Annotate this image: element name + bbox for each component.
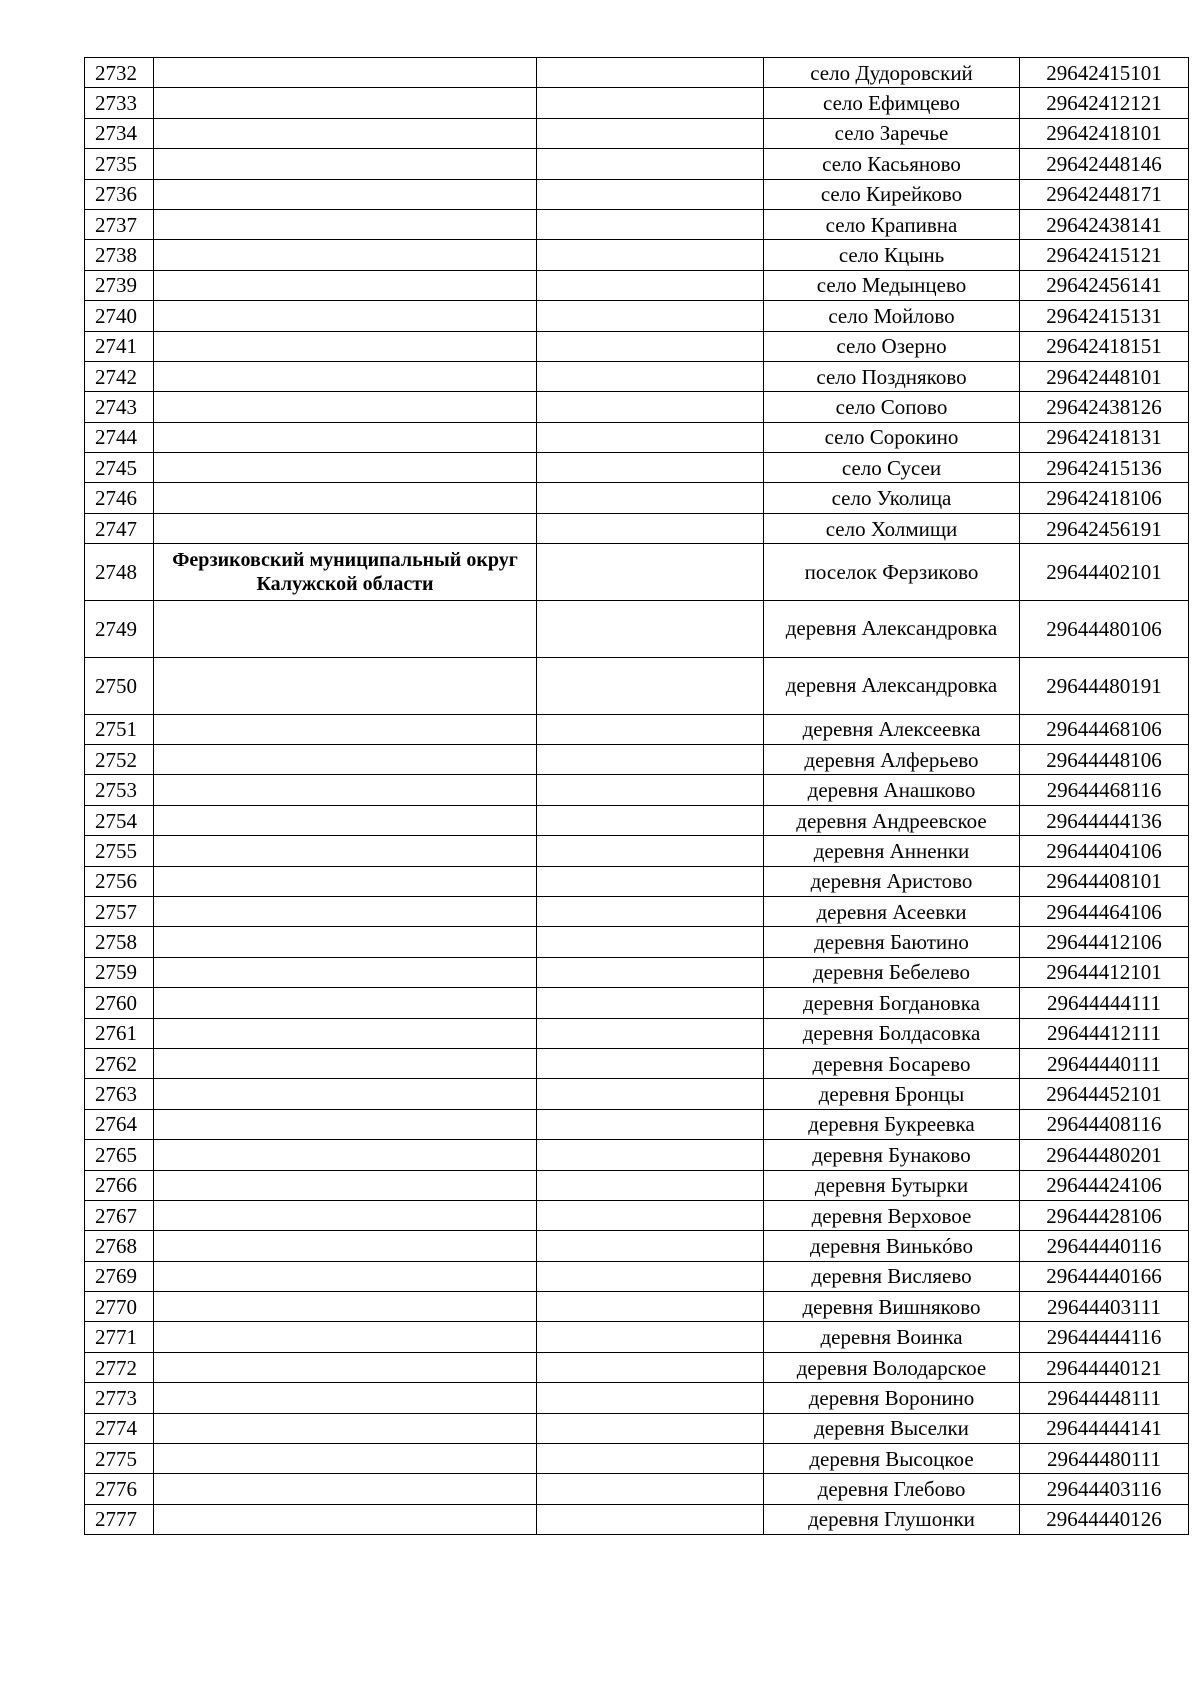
settlement-name-cell: деревня Алферьево xyxy=(764,745,1020,775)
settlement-name-cell: деревня Босарево xyxy=(764,1048,1020,1078)
settlement-name-cell: деревня Анашково xyxy=(764,775,1020,805)
table-row xyxy=(85,1170,1189,1200)
table-row xyxy=(85,179,1189,209)
settlement-name-cell: деревня Бебелево xyxy=(764,957,1020,987)
empty-cell xyxy=(537,392,764,422)
oktmo-code-cell: 29642438126 xyxy=(1020,392,1189,422)
municipality-cell xyxy=(154,453,537,483)
row-number-cell: 2745 xyxy=(85,453,154,483)
table-row xyxy=(85,601,1189,658)
municipality-cell xyxy=(154,179,537,209)
row-number-cell: 2761 xyxy=(85,1018,154,1048)
municipality-cell xyxy=(154,58,537,88)
municipality-cell xyxy=(154,1383,537,1413)
settlements-table-body xyxy=(85,58,1189,1535)
row-number-cell: 2754 xyxy=(85,805,154,835)
row-number-cell: 2749 xyxy=(85,601,154,658)
table-row xyxy=(85,1352,1189,1382)
oktmo-code-cell: 29644428106 xyxy=(1020,1200,1189,1230)
municipality-cell xyxy=(154,240,537,270)
empty-cell xyxy=(537,1352,764,1382)
settlement-name-cell: деревня Вишняково xyxy=(764,1292,1020,1322)
settlement-name-cell: деревня Верховое xyxy=(764,1200,1020,1230)
table-row xyxy=(85,149,1189,179)
oktmo-code-cell: 29644448106 xyxy=(1020,745,1189,775)
empty-cell xyxy=(537,1413,764,1443)
municipality-cell xyxy=(154,149,537,179)
table-row xyxy=(85,1383,1189,1413)
table-row xyxy=(85,513,1189,543)
oktmo-code-cell: 29642456191 xyxy=(1020,513,1189,543)
row-number-cell: 2738 xyxy=(85,240,154,270)
empty-cell xyxy=(537,331,764,361)
oktmo-code-cell: 29644440121 xyxy=(1020,1352,1189,1382)
municipality-cell xyxy=(154,1352,537,1382)
oktmo-code-cell: 29644480111 xyxy=(1020,1444,1189,1474)
settlement-name-cell: село Заречье xyxy=(764,118,1020,148)
oktmo-code-cell: 29644468106 xyxy=(1020,714,1189,744)
oktmo-code-cell: 29642456141 xyxy=(1020,270,1189,300)
empty-cell xyxy=(537,1200,764,1230)
table-row xyxy=(85,1322,1189,1352)
row-number-cell: 2739 xyxy=(85,270,154,300)
municipality-cell xyxy=(154,1231,537,1261)
municipality-cell xyxy=(154,866,537,896)
oktmo-code-cell: 29644440111 xyxy=(1020,1048,1189,1078)
municipality-cell xyxy=(154,1504,537,1534)
settlement-name-cell: деревня Винькóво xyxy=(764,1231,1020,1261)
municipality-cell xyxy=(154,805,537,835)
municipality-cell xyxy=(154,1322,537,1352)
table-row xyxy=(85,1504,1189,1534)
settlement-name-cell: деревня Анненки xyxy=(764,836,1020,866)
settlement-name-cell: деревня Воронино xyxy=(764,1383,1020,1413)
empty-cell xyxy=(537,1322,764,1352)
settlement-name-cell: село Медынцево xyxy=(764,270,1020,300)
oktmo-code-cell: 29642415131 xyxy=(1020,301,1189,331)
empty-cell xyxy=(537,1079,764,1109)
table-row xyxy=(85,745,1189,775)
municipality-cell xyxy=(154,1200,537,1230)
municipality-cell xyxy=(154,927,537,957)
table-row xyxy=(85,896,1189,926)
empty-cell xyxy=(537,927,764,957)
empty-cell xyxy=(537,301,764,331)
row-number-cell: 2751 xyxy=(85,714,154,744)
row-number-cell: 2736 xyxy=(85,179,154,209)
oktmo-code-cell: 29644412111 xyxy=(1020,1018,1189,1048)
table-row xyxy=(85,1140,1189,1170)
table-row xyxy=(85,1018,1189,1048)
municipality-cell: Ферзиковский муниципальный округ Калужской области xyxy=(154,544,537,601)
empty-cell xyxy=(537,1504,764,1534)
settlement-name-cell: деревня Висляево xyxy=(764,1261,1020,1291)
row-number-cell: 2747 xyxy=(85,513,154,543)
municipality-cell xyxy=(154,1079,537,1109)
row-number-cell: 2758 xyxy=(85,927,154,957)
settlement-name-cell: деревня Александровка xyxy=(764,657,1020,714)
oktmo-code-cell: 29644464106 xyxy=(1020,896,1189,926)
municipality-cell xyxy=(154,957,537,987)
oktmo-code-cell: 29644403111 xyxy=(1020,1292,1189,1322)
row-number-cell: 2748 xyxy=(85,544,154,601)
oktmo-code-cell: 29644480191 xyxy=(1020,657,1189,714)
table-row xyxy=(85,775,1189,805)
settlement-name-cell: деревня Асеевки xyxy=(764,896,1020,926)
municipality-cell xyxy=(154,483,537,513)
table-row xyxy=(85,714,1189,744)
oktmo-code-cell: 29644402101 xyxy=(1020,544,1189,601)
row-number-cell: 2756 xyxy=(85,866,154,896)
row-number-cell: 2752 xyxy=(85,745,154,775)
settlement-name-cell: поселок Ферзиково xyxy=(764,544,1020,601)
oktmo-code-cell: 29642418151 xyxy=(1020,331,1189,361)
row-number-cell: 2772 xyxy=(85,1352,154,1382)
row-number-cell: 2755 xyxy=(85,836,154,866)
oktmo-code-cell: 29644404106 xyxy=(1020,836,1189,866)
empty-cell xyxy=(537,240,764,270)
oktmo-code-cell: 29644480201 xyxy=(1020,1140,1189,1170)
municipality-cell xyxy=(154,392,537,422)
table-row xyxy=(85,866,1189,896)
empty-cell xyxy=(537,361,764,391)
table-row xyxy=(85,361,1189,391)
empty-cell xyxy=(537,1109,764,1139)
empty-cell xyxy=(537,745,764,775)
oktmo-code-cell: 29642448101 xyxy=(1020,361,1189,391)
table-row xyxy=(85,657,1189,714)
empty-cell xyxy=(537,957,764,987)
municipality-cell xyxy=(154,1140,537,1170)
table-row xyxy=(85,544,1189,601)
table-row xyxy=(85,1200,1189,1230)
oktmo-code-cell: 29644444111 xyxy=(1020,988,1189,1018)
empty-cell xyxy=(537,1140,764,1170)
municipality-cell xyxy=(154,1292,537,1322)
settlement-name-cell: село Уколица xyxy=(764,483,1020,513)
row-number-cell: 2735 xyxy=(85,149,154,179)
empty-cell xyxy=(537,544,764,601)
row-number-cell: 2776 xyxy=(85,1474,154,1504)
empty-cell xyxy=(537,805,764,835)
table-row xyxy=(85,392,1189,422)
oktmo-code-cell: 29644444136 xyxy=(1020,805,1189,835)
table-row xyxy=(85,1413,1189,1443)
row-number-cell: 2769 xyxy=(85,1261,154,1291)
table-row xyxy=(85,270,1189,300)
empty-cell xyxy=(537,483,764,513)
settlement-name-cell: деревня Аристово xyxy=(764,866,1020,896)
oktmo-code-cell: 29644408101 xyxy=(1020,866,1189,896)
municipality-cell xyxy=(154,745,537,775)
settlement-name-cell: село Сопово xyxy=(764,392,1020,422)
row-number-cell: 2768 xyxy=(85,1231,154,1261)
municipality-cell xyxy=(154,988,537,1018)
row-number-cell: 2757 xyxy=(85,896,154,926)
row-number-cell: 2765 xyxy=(85,1140,154,1170)
row-number-cell: 2753 xyxy=(85,775,154,805)
municipality-cell xyxy=(154,657,537,714)
settlement-name-cell: село Кцынь xyxy=(764,240,1020,270)
empty-cell xyxy=(537,149,764,179)
empty-cell xyxy=(537,896,764,926)
row-number-cell: 2741 xyxy=(85,331,154,361)
municipality-cell xyxy=(154,1018,537,1048)
row-number-cell: 2732 xyxy=(85,58,154,88)
settlement-name-cell: село Кирейково xyxy=(764,179,1020,209)
row-number-cell: 2767 xyxy=(85,1200,154,1230)
empty-cell xyxy=(537,836,764,866)
row-number-cell: 2775 xyxy=(85,1444,154,1474)
settlement-name-cell: деревня Бунаково xyxy=(764,1140,1020,1170)
row-number-cell: 2762 xyxy=(85,1048,154,1078)
oktmo-code-cell: 29644412106 xyxy=(1020,927,1189,957)
empty-cell xyxy=(537,1048,764,1078)
row-number-cell: 2740 xyxy=(85,301,154,331)
row-number-cell: 2746 xyxy=(85,483,154,513)
oktmo-code-cell: 29644468116 xyxy=(1020,775,1189,805)
oktmo-code-cell: 29644403116 xyxy=(1020,1474,1189,1504)
settlement-name-cell: деревня Алексеевка xyxy=(764,714,1020,744)
settlement-name-cell: деревня Высоцкое xyxy=(764,1444,1020,1474)
table-row xyxy=(85,1079,1189,1109)
municipality-cell xyxy=(154,1170,537,1200)
oktmo-code-cell: 29644424106 xyxy=(1020,1170,1189,1200)
municipality-cell xyxy=(154,422,537,452)
table-row xyxy=(85,1261,1189,1291)
row-number-cell: 2743 xyxy=(85,392,154,422)
table-row xyxy=(85,1444,1189,1474)
municipality-cell xyxy=(154,714,537,744)
municipality-cell xyxy=(154,1109,537,1139)
row-number-cell: 2742 xyxy=(85,361,154,391)
oktmo-code-cell: 29642415101 xyxy=(1020,58,1189,88)
empty-cell xyxy=(537,209,764,239)
settlement-name-cell: село Мойлово xyxy=(764,301,1020,331)
table-row xyxy=(85,988,1189,1018)
municipality-cell xyxy=(154,896,537,926)
oktmo-code-cell: 29644480106 xyxy=(1020,601,1189,658)
row-number-cell: 2760 xyxy=(85,988,154,1018)
oktmo-code-cell: 29642448146 xyxy=(1020,149,1189,179)
oktmo-code-cell: 29642418101 xyxy=(1020,118,1189,148)
oktmo-code-cell: 29642415121 xyxy=(1020,240,1189,270)
settlement-name-cell: деревня Андреевское xyxy=(764,805,1020,835)
oktmo-code-cell: 29642438141 xyxy=(1020,209,1189,239)
empty-cell xyxy=(537,775,764,805)
row-number-cell: 2759 xyxy=(85,957,154,987)
municipality-cell xyxy=(154,209,537,239)
empty-cell xyxy=(537,714,764,744)
empty-cell xyxy=(537,866,764,896)
empty-cell xyxy=(537,988,764,1018)
empty-cell xyxy=(537,657,764,714)
empty-cell xyxy=(537,1444,764,1474)
empty-cell xyxy=(537,88,764,118)
municipality-cell xyxy=(154,361,537,391)
settlement-name-cell: село Дудоровский xyxy=(764,58,1020,88)
row-number-cell: 2766 xyxy=(85,1170,154,1200)
settlement-name-cell: село Сусеи xyxy=(764,453,1020,483)
table-row xyxy=(85,422,1189,452)
empty-cell xyxy=(537,1018,764,1048)
row-number-cell: 2733 xyxy=(85,88,154,118)
table-row xyxy=(85,957,1189,987)
municipality-cell xyxy=(154,1048,537,1078)
oktmo-code-cell: 29644440166 xyxy=(1020,1261,1189,1291)
row-number-cell: 2770 xyxy=(85,1292,154,1322)
settlement-name-cell: село Холмищи xyxy=(764,513,1020,543)
row-number-cell: 2763 xyxy=(85,1079,154,1109)
empty-cell xyxy=(537,1292,764,1322)
settlement-name-cell: деревня Баютино xyxy=(764,927,1020,957)
oktmo-code-cell: 29644440116 xyxy=(1020,1231,1189,1261)
row-number-cell: 2737 xyxy=(85,209,154,239)
table-row xyxy=(85,453,1189,483)
table-row xyxy=(85,1292,1189,1322)
empty-cell xyxy=(537,1170,764,1200)
settlement-name-cell: село Касьяново xyxy=(764,149,1020,179)
table-row xyxy=(85,331,1189,361)
empty-cell xyxy=(537,1261,764,1291)
row-number-cell: 2774 xyxy=(85,1413,154,1443)
table-row xyxy=(85,1109,1189,1139)
oktmo-code-cell: 29644452101 xyxy=(1020,1079,1189,1109)
table-row xyxy=(85,836,1189,866)
row-number-cell: 2764 xyxy=(85,1109,154,1139)
settlement-name-cell: деревня Воинка xyxy=(764,1322,1020,1352)
settlement-name-cell: деревня Бутырки xyxy=(764,1170,1020,1200)
settlement-name-cell: деревня Александровка xyxy=(764,601,1020,658)
table-row xyxy=(85,88,1189,118)
table-row xyxy=(85,1474,1189,1504)
oktmo-code-cell: 29644408116 xyxy=(1020,1109,1189,1139)
municipality-cell xyxy=(154,601,537,658)
table-row xyxy=(85,301,1189,331)
oktmo-code-cell: 29644448111 xyxy=(1020,1383,1189,1413)
table-row xyxy=(85,209,1189,239)
municipality-cell xyxy=(154,775,537,805)
municipality-cell xyxy=(154,513,537,543)
empty-cell xyxy=(537,1474,764,1504)
table-row xyxy=(85,58,1189,88)
municipality-cell xyxy=(154,1413,537,1443)
oktmo-code-cell: 29644444141 xyxy=(1020,1413,1189,1443)
empty-cell xyxy=(537,58,764,88)
oktmo-code-cell: 29644412101 xyxy=(1020,957,1189,987)
table-row xyxy=(85,805,1189,835)
oktmo-code-cell: 29642415136 xyxy=(1020,453,1189,483)
municipality-cell xyxy=(154,88,537,118)
empty-cell xyxy=(537,118,764,148)
settlement-name-cell: деревня Богдановка xyxy=(764,988,1020,1018)
settlement-name-cell: деревня Болдасовка xyxy=(764,1018,1020,1048)
settlements-table xyxy=(84,57,1189,1535)
row-number-cell: 2771 xyxy=(85,1322,154,1352)
empty-cell xyxy=(537,1383,764,1413)
oktmo-code-cell: 29642448171 xyxy=(1020,179,1189,209)
row-number-cell: 2734 xyxy=(85,118,154,148)
municipality-cell xyxy=(154,1474,537,1504)
table-row xyxy=(85,1231,1189,1261)
municipality-cell xyxy=(154,270,537,300)
municipality-cell xyxy=(154,1261,537,1291)
row-number-cell: 2744 xyxy=(85,422,154,452)
settlement-name-cell: деревня Глушонки xyxy=(764,1504,1020,1534)
table-row xyxy=(85,1048,1189,1078)
municipality-cell xyxy=(154,301,537,331)
settlement-name-cell: село Ефимцево xyxy=(764,88,1020,118)
oktmo-code-cell: 29642412121 xyxy=(1020,88,1189,118)
settlement-name-cell: деревня Бронцы xyxy=(764,1079,1020,1109)
empty-cell xyxy=(537,513,764,543)
oktmo-code-cell: 29644444116 xyxy=(1020,1322,1189,1352)
municipality-cell xyxy=(154,118,537,148)
settlement-name-cell: село Поздняково xyxy=(764,361,1020,391)
row-number-cell: 2773 xyxy=(85,1383,154,1413)
empty-cell xyxy=(537,601,764,658)
settlement-name-cell: село Сорокино xyxy=(764,422,1020,452)
settlement-name-cell: деревня Володарское xyxy=(764,1352,1020,1382)
settlement-name-cell: село Озерно xyxy=(764,331,1020,361)
row-number-cell: 2777 xyxy=(85,1504,154,1534)
settlement-name-cell: деревня Букреевка xyxy=(764,1109,1020,1139)
table-row xyxy=(85,927,1189,957)
settlement-name-cell: деревня Глебово xyxy=(764,1474,1020,1504)
row-number-cell: 2750 xyxy=(85,657,154,714)
oktmo-code-cell: 29642418131 xyxy=(1020,422,1189,452)
table-row xyxy=(85,483,1189,513)
municipality-cell xyxy=(154,1444,537,1474)
settlement-name-cell: деревня Выселки xyxy=(764,1413,1020,1443)
empty-cell xyxy=(537,422,764,452)
empty-cell xyxy=(537,270,764,300)
table-row xyxy=(85,118,1189,148)
municipality-cell xyxy=(154,836,537,866)
settlement-name-cell: село Крапивна xyxy=(764,209,1020,239)
empty-cell xyxy=(537,1231,764,1261)
empty-cell xyxy=(537,179,764,209)
table-row xyxy=(85,240,1189,270)
oktmo-code-cell: 29644440126 xyxy=(1020,1504,1189,1534)
empty-cell xyxy=(537,453,764,483)
municipality-cell xyxy=(154,331,537,361)
oktmo-code-cell: 29642418106 xyxy=(1020,483,1189,513)
